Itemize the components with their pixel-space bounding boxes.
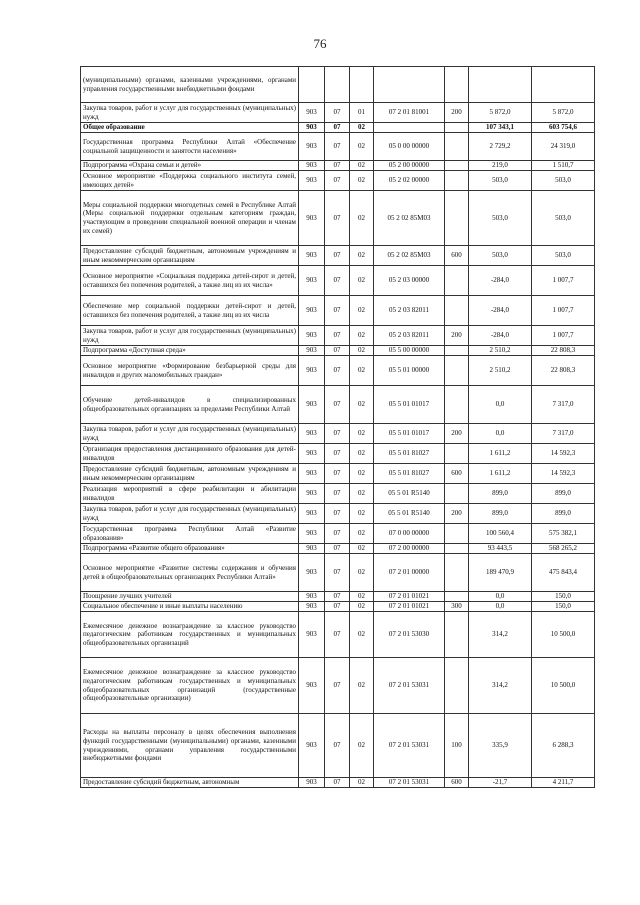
cell-admin-code: 903	[299, 103, 325, 123]
cell-expense-type	[445, 386, 469, 424]
cell-amount-change: 2 510,2	[469, 346, 532, 356]
cell-subsection: 02	[350, 464, 374, 484]
cell-expense-type: 300	[445, 602, 469, 612]
cell-amount-change: 5 872,0	[469, 103, 532, 123]
cell-target-article: 07 2 01 53031	[374, 714, 445, 778]
cell-amount-change: 107 343,1	[469, 123, 532, 133]
cell-section: 07	[325, 356, 350, 386]
cell-admin-code: 903	[299, 444, 325, 464]
cell-subsection: 02	[350, 161, 374, 171]
cell-admin-code: 903	[299, 356, 325, 386]
table-row	[81, 161, 595, 171]
cell-section: 07	[325, 103, 350, 123]
cell-amount-total: 475 843,4	[532, 554, 595, 592]
cell-amount-total: 14 592,3	[532, 464, 595, 484]
table-row	[81, 356, 595, 386]
cell-admin-code: 903	[299, 386, 325, 424]
cell-admin-code: 903	[299, 602, 325, 612]
cell-amount-change: -284,0	[469, 266, 532, 296]
cell-expense-type	[445, 296, 469, 326]
cell-admin-code: 903	[299, 296, 325, 326]
cell-expense-type	[445, 133, 469, 161]
cell-target-article	[374, 123, 445, 133]
cell-target-article: 05 2 02 85М03	[374, 246, 445, 266]
cell-amount-total: 899,0	[532, 484, 595, 504]
cell-amount-change: 0,0	[469, 592, 532, 602]
cell-subsection: 02	[350, 714, 374, 778]
cell-subsection: 02	[350, 123, 374, 133]
cell-amount-change: 189 470,9	[469, 554, 532, 592]
cell-amount-change: -21,7	[469, 778, 532, 788]
cell-expense-type	[445, 171, 469, 191]
cell-amount-total: 503,0	[532, 246, 595, 266]
cell-amount-change: 335,9	[469, 714, 532, 778]
cell-amount-change: 314,2	[469, 612, 532, 658]
cell-subsection: 02	[350, 544, 374, 554]
cell-admin-code: 903	[299, 161, 325, 171]
cell-amount-total: 7 317,0	[532, 386, 595, 424]
cell-expense-name: Основное мероприятие «Поддержка социального института семей, имеющих детей»	[81, 171, 299, 191]
cell-expense-type: 200	[445, 326, 469, 346]
cell-admin-code: 903	[299, 171, 325, 191]
cell-target-article: 07 2 00 00000	[374, 544, 445, 554]
cell-subsection: 02	[350, 778, 374, 788]
cell-target-article: 07 2 01 00000	[374, 554, 445, 592]
cell-section: 07	[325, 524, 350, 544]
cell-amount-total: 22 808,3	[532, 356, 595, 386]
cell-admin-code: 903	[299, 612, 325, 658]
cell-amount-change: 2 510,2	[469, 356, 532, 386]
cell-subsection: 02	[350, 612, 374, 658]
table-row	[81, 171, 595, 191]
cell-expense-name: Государственная программа Республики Алтай «Развитие образования»	[81, 524, 299, 544]
cell-expense-name: Подпрограмма «Развитие общего образования»	[81, 544, 299, 554]
cell-section: 07	[325, 714, 350, 778]
cell-admin-code: 903	[299, 592, 325, 602]
cell-subsection: 01	[350, 103, 374, 123]
cell-expense-name: Закупка товаров, работ и услуг для государственных (муниципальных) нужд	[81, 504, 299, 524]
cell-subsection: 02	[350, 484, 374, 504]
cell-section: 07	[325, 246, 350, 266]
cell-expense-name: Организация предоставления дистанционного образования для детей-инвалидов	[81, 444, 299, 464]
cell-target-article: 05 5 01 81027	[374, 444, 445, 464]
cell-subsection: 02	[350, 504, 374, 524]
cell-section: 07	[325, 133, 350, 161]
table-row	[81, 658, 595, 714]
table-row	[81, 133, 595, 161]
cell-target-article	[374, 67, 445, 103]
cell-expense-name: Закупка товаров, работ и услуг для государственных (муниципальных) нужд	[81, 424, 299, 444]
table-row	[81, 444, 595, 464]
table-row	[81, 464, 595, 484]
table-row	[81, 266, 595, 296]
cell-expense-name: Предоставление субсидий бюджетным, автономным учреждениям и иным некоммерческим организациям	[81, 246, 299, 266]
cell-amount-total: 7 317,0	[532, 424, 595, 444]
cell-admin-code: 903	[299, 544, 325, 554]
cell-section: 07	[325, 658, 350, 714]
cell-subsection: 02	[350, 444, 374, 464]
table-row	[81, 524, 595, 544]
cell-target-article: 07 2 01 53030	[374, 612, 445, 658]
cell-target-article: 07 2 01 53031	[374, 658, 445, 714]
cell-subsection: 02	[350, 356, 374, 386]
cell-section: 07	[325, 161, 350, 171]
cell-section: 07	[325, 612, 350, 658]
cell-expense-name: Основное мероприятие «Развитие системы содержания и обучения детей в общеобразовательных организациях Республики Алтай»	[81, 554, 299, 592]
cell-subsection: 02	[350, 658, 374, 714]
cell-amount-change: 899,0	[469, 484, 532, 504]
cell-subsection: 02	[350, 554, 374, 592]
cell-section: 07	[325, 123, 350, 133]
cell-expense-name: (муниципальными) органами, казенными учреждениями, органами управления государственными внебюджетными фондами	[81, 67, 299, 103]
cell-admin-code: 903	[299, 658, 325, 714]
cell-expense-name: Меры социальной поддержки многодетных семей в Республике Алтай (Меры социальной поддержки отдельным категориям граждан, участвующим в проведении специальной военной операции и членам их семей)	[81, 191, 299, 246]
cell-target-article: 05 2 00 00000	[374, 161, 445, 171]
cell-expense-type	[445, 658, 469, 714]
cell-section: 07	[325, 592, 350, 602]
cell-subsection: 02	[350, 296, 374, 326]
cell-amount-total	[532, 67, 595, 103]
table-row	[81, 504, 595, 524]
cell-admin-code	[299, 67, 325, 103]
cell-target-article: 05 2 02 00000	[374, 171, 445, 191]
cell-target-article: 07 2 01 01021	[374, 602, 445, 612]
cell-admin-code: 903	[299, 484, 325, 504]
cell-amount-total: 5 872,0	[532, 103, 595, 123]
cell-expense-type	[445, 346, 469, 356]
table-row	[81, 386, 595, 424]
cell-expense-type	[445, 161, 469, 171]
cell-amount-change: 0,0	[469, 602, 532, 612]
cell-expense-type: 100	[445, 714, 469, 778]
cell-target-article: 05 5 00 00000	[374, 346, 445, 356]
table-row	[81, 246, 595, 266]
cell-admin-code: 903	[299, 424, 325, 444]
cell-section: 07	[325, 504, 350, 524]
cell-admin-code: 903	[299, 123, 325, 133]
cell-amount-total: 568 265,2	[532, 544, 595, 554]
cell-expense-name: Ежемесячное денежное вознаграждение за классное руководство педагогическим работникам государственных и муниципальных общеобразовательных организаций (государственные общеобразовательные организации)	[81, 658, 299, 714]
cell-section: 07	[325, 444, 350, 464]
cell-amount-change: 503,0	[469, 171, 532, 191]
cell-amount-change: 0,0	[469, 424, 532, 444]
cell-expense-name: Закупка товаров, работ и услуг для государственных (муниципальных) нужд	[81, 103, 299, 123]
cell-admin-code: 903	[299, 524, 325, 544]
cell-section: 07	[325, 602, 350, 612]
cell-section	[325, 67, 350, 103]
cell-expense-name: Предоставление субсидий бюджетным, автономным учреждениям и иным некоммерческим организациям	[81, 464, 299, 484]
cell-admin-code: 903	[299, 266, 325, 296]
cell-amount-change	[469, 67, 532, 103]
cell-expense-type	[445, 554, 469, 592]
cell-admin-code: 903	[299, 246, 325, 266]
cell-expense-type: 200	[445, 103, 469, 123]
cell-section: 07	[325, 266, 350, 296]
cell-expense-type	[445, 67, 469, 103]
cell-expense-name: Общее образование	[81, 123, 299, 133]
cell-expense-type	[445, 544, 469, 554]
cell-amount-total: 150,0	[532, 602, 595, 612]
cell-expense-name: Поощрение лучших учителей	[81, 592, 299, 602]
table-row	[81, 103, 595, 123]
cell-section: 07	[325, 386, 350, 424]
cell-admin-code: 903	[299, 554, 325, 592]
cell-amount-change: 314,2	[469, 658, 532, 714]
cell-amount-total: 22 808,3	[532, 346, 595, 356]
cell-expense-name: Подпрограмма «Охрана семьи и детей»	[81, 161, 299, 171]
table-row	[81, 191, 595, 246]
cell-section: 07	[325, 544, 350, 554]
cell-expense-type	[445, 444, 469, 464]
cell-target-article: 05 0 00 00000	[374, 133, 445, 161]
table-row	[81, 326, 595, 346]
cell-subsection: 02	[350, 424, 374, 444]
cell-target-article: 07 0 00 00000	[374, 524, 445, 544]
cell-amount-total: 503,0	[532, 191, 595, 246]
cell-expense-name: Ежемесячное денежное вознаграждение за классное руководство педагогическим работникам государственных и муниципальных общеобразовательных организаций	[81, 612, 299, 658]
cell-amount-total: 603 754,6	[532, 123, 595, 133]
table-row	[81, 544, 595, 554]
cell-admin-code: 903	[299, 133, 325, 161]
cell-amount-total: 150,0	[532, 592, 595, 602]
cell-amount-total: 10 500,0	[532, 658, 595, 714]
cell-admin-code: 903	[299, 464, 325, 484]
cell-expense-name: Реализация мероприятий в сфере реабилитации и абилитации инвалидов	[81, 484, 299, 504]
cell-expense-name: Закупка товаров, работ и услуг для государственных (муниципальных) нужд	[81, 326, 299, 346]
cell-amount-change: 503,0	[469, 246, 532, 266]
cell-expense-type	[445, 123, 469, 133]
cell-admin-code: 903	[299, 346, 325, 356]
cell-expense-name: Обеспечение мер социальной поддержки детей-сирот и детей, оставшихся без попечения родителей, а также лиц из их числа	[81, 296, 299, 326]
cell-section: 07	[325, 554, 350, 592]
cell-expense-type: 600	[445, 778, 469, 788]
cell-target-article: 07 2 01 81001	[374, 103, 445, 123]
cell-amount-change: 2 729,2	[469, 133, 532, 161]
cell-admin-code: 903	[299, 504, 325, 524]
cell-expense-name: Расходы на выплаты персоналу в целях обеспечения выполнения функций государственными (муниципальными) органами, казенными учреждениями, органами управления государственными внебюджетными фондами	[81, 714, 299, 778]
budget-table	[80, 66, 595, 788]
page-number: 76	[313, 36, 327, 51]
cell-expense-type: 200	[445, 424, 469, 444]
cell-expense-type	[445, 266, 469, 296]
cell-expense-type	[445, 612, 469, 658]
cell-section: 07	[325, 296, 350, 326]
cell-amount-change: 219,0	[469, 161, 532, 171]
table-row	[81, 123, 595, 133]
cell-subsection: 02	[350, 592, 374, 602]
cell-admin-code: 903	[299, 714, 325, 778]
table-row	[81, 424, 595, 444]
cell-admin-code: 903	[299, 191, 325, 246]
cell-amount-change: 1 611,2	[469, 444, 532, 464]
cell-subsection	[350, 67, 374, 103]
cell-target-article: 05 5 01 00000	[374, 356, 445, 386]
table-row	[81, 346, 595, 356]
cell-target-article: 05 5 01 81027	[374, 464, 445, 484]
cell-admin-code: 903	[299, 778, 325, 788]
cell-amount-total: 575 382,1	[532, 524, 595, 544]
cell-amount-change: 503,0	[469, 191, 532, 246]
cell-target-article: 07 2 01 53031	[374, 778, 445, 788]
table-row	[81, 592, 595, 602]
cell-expense-name: Обучение детей-инвалидов в специализированных общеобразовательных организациях за пределами Республики Алтай	[81, 386, 299, 424]
cell-subsection: 02	[350, 171, 374, 191]
cell-subsection: 02	[350, 326, 374, 346]
cell-expense-type: 600	[445, 246, 469, 266]
cell-subsection: 02	[350, 133, 374, 161]
cell-amount-total: 1 007,7	[532, 296, 595, 326]
budget-table-body	[81, 67, 595, 788]
cell-subsection: 02	[350, 524, 374, 544]
cell-target-article: 05 5 01 R5140	[374, 504, 445, 524]
cell-section: 07	[325, 424, 350, 444]
cell-section: 07	[325, 191, 350, 246]
cell-section: 07	[325, 326, 350, 346]
cell-target-article: 05 2 03 00000	[374, 266, 445, 296]
cell-expense-type	[445, 191, 469, 246]
table-row	[81, 714, 595, 778]
cell-expense-name: Основное мероприятие «Формирование безбарьерной среды для инвалидов и других маломобильных граждан»	[81, 356, 299, 386]
cell-amount-change: 100 560,4	[469, 524, 532, 544]
cell-amount-total: 1 007,7	[532, 266, 595, 296]
cell-subsection: 02	[350, 191, 374, 246]
table-row	[81, 602, 595, 612]
table-row	[81, 554, 595, 592]
cell-subsection: 02	[350, 602, 374, 612]
cell-expense-name: Социальное обеспечение и иные выплаты населению	[81, 602, 299, 612]
cell-amount-change: 1 611,2	[469, 464, 532, 484]
cell-amount-change: 0,0	[469, 386, 532, 424]
cell-expense-type	[445, 484, 469, 504]
cell-amount-total: 24 319,0	[532, 133, 595, 161]
cell-subsection: 02	[350, 266, 374, 296]
cell-expense-name: Предоставление субсидий бюджетным, автономным	[81, 778, 299, 788]
cell-expense-name: Основное мероприятие «Социальная поддержка детей-сирот и детей, оставшихся без попечения родителей, а также лиц из их числа»	[81, 266, 299, 296]
cell-amount-change: 93 443,5	[469, 544, 532, 554]
cell-amount-change: 899,0	[469, 504, 532, 524]
cell-amount-total: 1 510,7	[532, 161, 595, 171]
cell-expense-type	[445, 592, 469, 602]
cell-section: 07	[325, 464, 350, 484]
cell-amount-total: 6 288,3	[532, 714, 595, 778]
cell-target-article: 05 2 02 85М03	[374, 191, 445, 246]
cell-target-article: 05 5 01 01017	[374, 424, 445, 444]
cell-section: 07	[325, 484, 350, 504]
cell-subsection: 02	[350, 346, 374, 356]
table-row	[81, 484, 595, 504]
table-row	[81, 296, 595, 326]
cell-expense-type	[445, 356, 469, 386]
cell-target-article: 05 2 03 82011	[374, 296, 445, 326]
cell-section: 07	[325, 171, 350, 191]
cell-amount-change: -284,0	[469, 326, 532, 346]
cell-amount-change: -284,0	[469, 296, 532, 326]
cell-expense-type: 600	[445, 464, 469, 484]
cell-amount-total: 4 211,7	[532, 778, 595, 788]
cell-section: 07	[325, 346, 350, 356]
table-row	[81, 612, 595, 658]
cell-amount-total: 1 007,7	[532, 326, 595, 346]
cell-amount-total: 503,0	[532, 171, 595, 191]
cell-expense-type	[445, 524, 469, 544]
cell-amount-total: 14 592,3	[532, 444, 595, 464]
cell-amount-total: 10 500,0	[532, 612, 595, 658]
cell-target-article: 05 2 03 82011	[374, 326, 445, 346]
cell-admin-code: 903	[299, 326, 325, 346]
cell-expense-name: Подпрограмма «Доступная среда»	[81, 346, 299, 356]
cell-subsection: 02	[350, 246, 374, 266]
cell-expense-name: Государственная программа Республики Алтай «Обеспечение социальной защищенности и занятости населения»	[81, 133, 299, 161]
cell-target-article: 05 5 01 01017	[374, 386, 445, 424]
cell-target-article: 07 2 01 01021	[374, 592, 445, 602]
cell-expense-type: 200	[445, 504, 469, 524]
cell-target-article: 05 5 01 R5140	[374, 484, 445, 504]
cell-amount-total: 899,0	[532, 504, 595, 524]
table-row	[81, 67, 595, 103]
table-row	[81, 778, 595, 788]
cell-subsection: 02	[350, 386, 374, 424]
cell-section: 07	[325, 778, 350, 788]
